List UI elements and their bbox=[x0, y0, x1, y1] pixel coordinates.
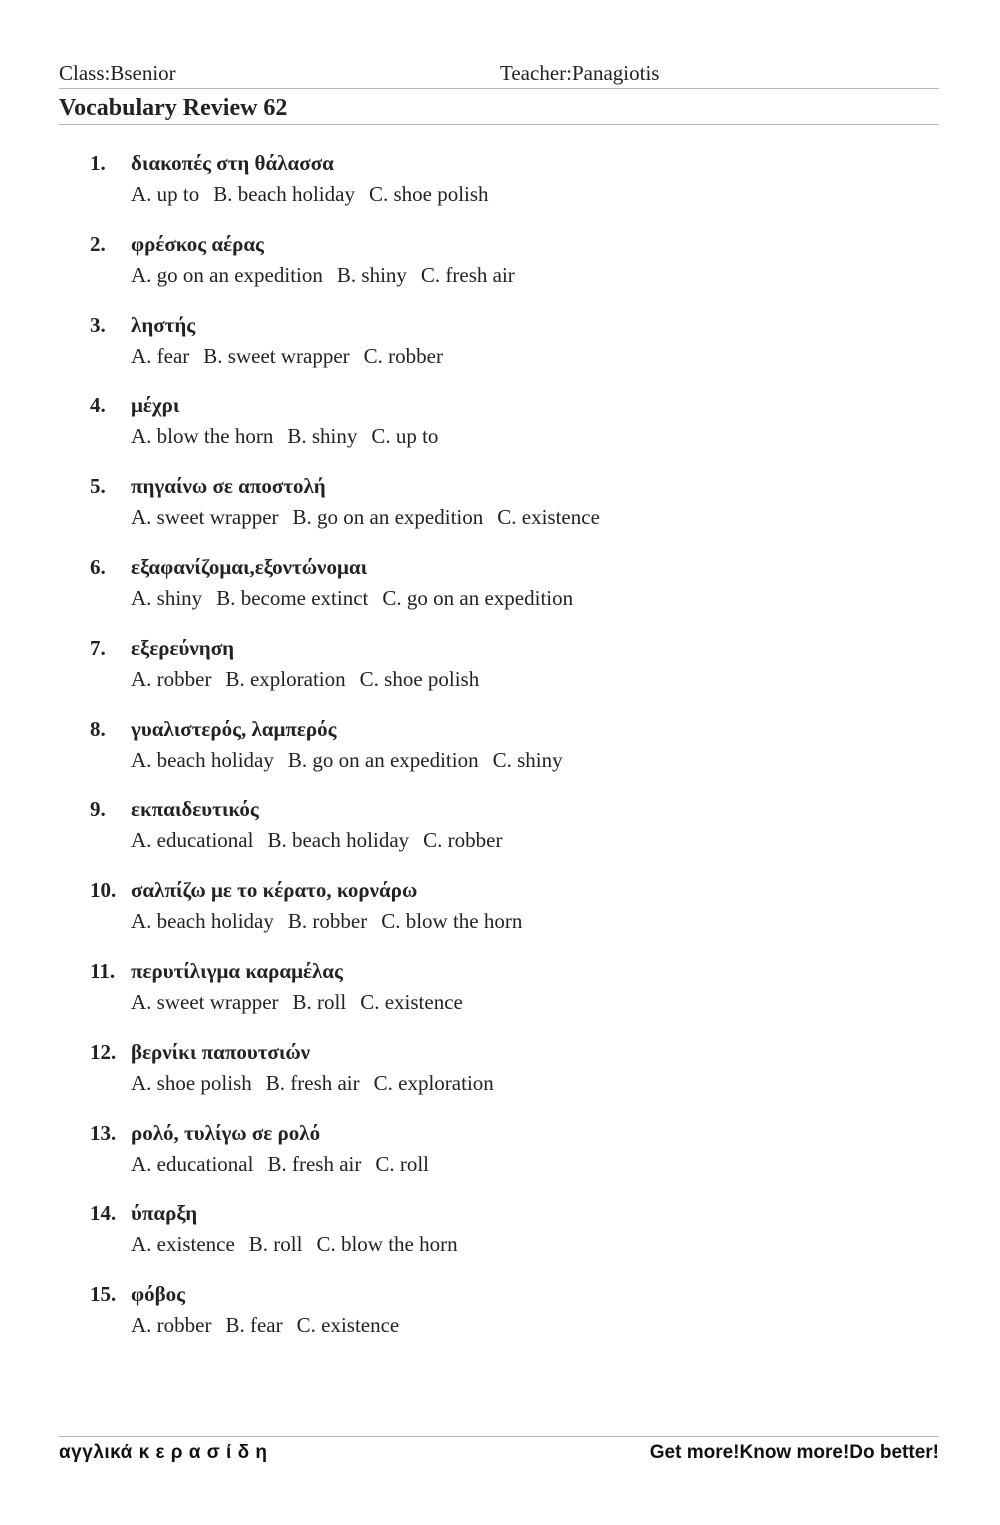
answer-option[interactable]: A. educational bbox=[131, 828, 254, 853]
answer-option[interactable]: C. robber bbox=[423, 828, 503, 853]
question-prompt: μέχρι bbox=[131, 393, 180, 418]
answer-option[interactable]: C. existence bbox=[296, 1313, 400, 1338]
answer-option[interactable]: A. up to bbox=[131, 182, 200, 206]
answer-option[interactable]: B. become extinct bbox=[216, 585, 369, 610]
question-number: 9. bbox=[90, 797, 106, 822]
answer-option[interactable]: C. fresh air bbox=[420, 262, 515, 287]
answer-options bbox=[131, 179, 503, 209]
question-number: 11. bbox=[90, 958, 116, 983]
question-number: 5. bbox=[90, 474, 106, 499]
question-prompt: ληστής bbox=[131, 312, 196, 337]
footer-divider bbox=[59, 1436, 939, 1437]
page-title: Vocabulary Review 62 bbox=[59, 95, 288, 121]
answer-options bbox=[131, 664, 493, 694]
answer-option[interactable]: A. robber bbox=[131, 666, 212, 691]
question-prompt: γυαλιστερός, λαμπερός bbox=[131, 716, 337, 741]
answer-options bbox=[131, 1229, 472, 1259]
answer-option[interactable]: C. shoe polish bbox=[359, 666, 480, 691]
answer-option[interactable]: A. existence bbox=[131, 1232, 235, 1257]
footer-slogan: Get more!Know more!Do better! bbox=[649, 1442, 939, 1463]
answer-option[interactable]: B. go on an expedition bbox=[287, 747, 479, 772]
answer-options bbox=[131, 502, 614, 532]
answer-option[interactable]: A. sweet wrapper bbox=[131, 989, 279, 1014]
answer-option[interactable]: A. shiny bbox=[131, 585, 203, 610]
question-number: 10. bbox=[90, 878, 117, 903]
question-number: 14. bbox=[90, 1201, 117, 1226]
answer-option[interactable]: B. shiny bbox=[336, 262, 407, 287]
question-prompt: εξερεύνηση bbox=[131, 635, 235, 660]
footer-brand: αγγλικά κ ε ρ α σ ί δ η bbox=[59, 1442, 268, 1463]
question-prompt: πηγαίνω σε αποστολή bbox=[131, 474, 326, 499]
question-item bbox=[90, 956, 910, 1037]
answer-options bbox=[131, 260, 529, 290]
question-item bbox=[90, 1037, 910, 1118]
question-prompt: ρολό, τυλίγω σε ρολό bbox=[131, 1120, 321, 1145]
answer-option[interactable]: A. beach holiday bbox=[131, 747, 274, 772]
question-item bbox=[90, 148, 910, 229]
question-number: 4. bbox=[90, 393, 106, 418]
question-number: 12. bbox=[90, 1039, 117, 1064]
answer-option[interactable]: B. fresh air bbox=[265, 1070, 360, 1095]
answer-option[interactable]: C. blow the horn bbox=[381, 909, 523, 934]
question-item bbox=[90, 552, 910, 633]
question-item bbox=[90, 1198, 910, 1279]
question-prompt: περυτίλιγμα καραμέλας bbox=[131, 958, 343, 983]
answer-option[interactable]: B. robber bbox=[287, 909, 368, 934]
question-item bbox=[90, 1118, 910, 1199]
question-item bbox=[90, 714, 910, 795]
question-item bbox=[90, 1279, 910, 1360]
header-row bbox=[59, 61, 939, 89]
answer-option[interactable]: B. go on an expedition bbox=[292, 505, 484, 530]
answer-option[interactable]: B. roll bbox=[248, 1232, 303, 1257]
answer-option[interactable]: B. beach holiday bbox=[213, 182, 355, 206]
answer-options bbox=[131, 1310, 413, 1340]
answer-options bbox=[131, 1068, 508, 1098]
answer-option[interactable]: C. shoe polish bbox=[368, 182, 489, 206]
answer-option[interactable]: C. existence bbox=[360, 989, 463, 1014]
question-number: 1. bbox=[90, 151, 106, 175]
answer-option[interactable]: A. go on an expedition bbox=[131, 262, 323, 287]
answer-option[interactable]: A. sweet wrapper bbox=[131, 505, 279, 530]
question-prompt: φόβος bbox=[131, 1282, 186, 1307]
answer-option[interactable]: C. shiny bbox=[492, 747, 563, 772]
question-item bbox=[90, 229, 910, 310]
question-prompt: φρέσκος αέρας bbox=[131, 231, 264, 256]
teacher-label: Teacher:Panagiotis bbox=[500, 61, 660, 85]
answer-option[interactable]: A. shoe polish bbox=[131, 1070, 252, 1095]
class-label: Class:Bsenior bbox=[59, 61, 176, 85]
answer-option[interactable]: C. blow the horn bbox=[316, 1232, 458, 1257]
question-prompt: βερνίκι παπουτσιών bbox=[131, 1039, 311, 1064]
title-row bbox=[59, 92, 939, 125]
question-prompt: διακοπές στη θάλασσα bbox=[131, 151, 334, 175]
answer-option[interactable]: B. shiny bbox=[287, 424, 358, 449]
answer-options bbox=[131, 906, 536, 936]
question-item bbox=[90, 310, 910, 391]
question-prompt: εξαφανίζομαι,εξοντώνομαι bbox=[131, 554, 368, 579]
answer-option[interactable]: B. beach holiday bbox=[267, 828, 410, 853]
question-number: 2. bbox=[90, 231, 106, 256]
answer-option[interactable]: B. fresh air bbox=[267, 1151, 362, 1176]
question-item bbox=[90, 471, 910, 552]
answer-option[interactable]: B. exploration bbox=[225, 666, 346, 691]
answer-options bbox=[131, 421, 452, 451]
answer-option[interactable]: A. beach holiday bbox=[131, 909, 274, 934]
answer-option[interactable]: C. go on an expedition bbox=[382, 585, 574, 610]
answer-option[interactable]: A. robber bbox=[131, 1313, 212, 1338]
question-number: 6. bbox=[90, 554, 106, 579]
answer-option[interactable]: B. roll bbox=[292, 989, 347, 1014]
answer-option[interactable]: C. up to bbox=[371, 424, 439, 449]
question-number: 3. bbox=[90, 312, 106, 337]
answer-option[interactable]: B. sweet wrapper bbox=[203, 343, 350, 368]
question-item bbox=[90, 794, 910, 875]
answer-options bbox=[131, 825, 517, 855]
question-number: 8. bbox=[90, 716, 106, 741]
question-number: 13. bbox=[90, 1120, 117, 1145]
question-number: 15. bbox=[90, 1282, 117, 1307]
answer-options bbox=[131, 341, 457, 371]
question-item bbox=[90, 875, 910, 956]
answer-option[interactable]: B. fear bbox=[225, 1313, 283, 1338]
answer-options bbox=[131, 1149, 443, 1179]
question-item bbox=[90, 390, 910, 471]
question-number: 7. bbox=[90, 635, 106, 660]
answer-option[interactable]: C. roll bbox=[375, 1151, 430, 1176]
answer-option[interactable]: C. existence bbox=[497, 505, 600, 530]
answer-options bbox=[131, 583, 587, 613]
answer-option[interactable]: A. blow the horn bbox=[131, 424, 274, 449]
question-list bbox=[90, 148, 910, 1360]
answer-option[interactable]: A. fear bbox=[131, 343, 190, 368]
answer-options bbox=[131, 745, 577, 775]
question-item bbox=[90, 633, 910, 714]
answer-options bbox=[131, 987, 477, 1017]
answer-option[interactable]: C. exploration bbox=[373, 1070, 494, 1095]
answer-option[interactable]: C. robber bbox=[363, 343, 443, 368]
question-prompt: εκπαιδευτικός bbox=[131, 797, 259, 822]
question-prompt: ύπαρξη bbox=[131, 1201, 198, 1226]
question-prompt: σαλπίζω με το κέρατο, κορνάρω bbox=[131, 878, 418, 903]
answer-option[interactable]: A. educational bbox=[131, 1151, 254, 1176]
